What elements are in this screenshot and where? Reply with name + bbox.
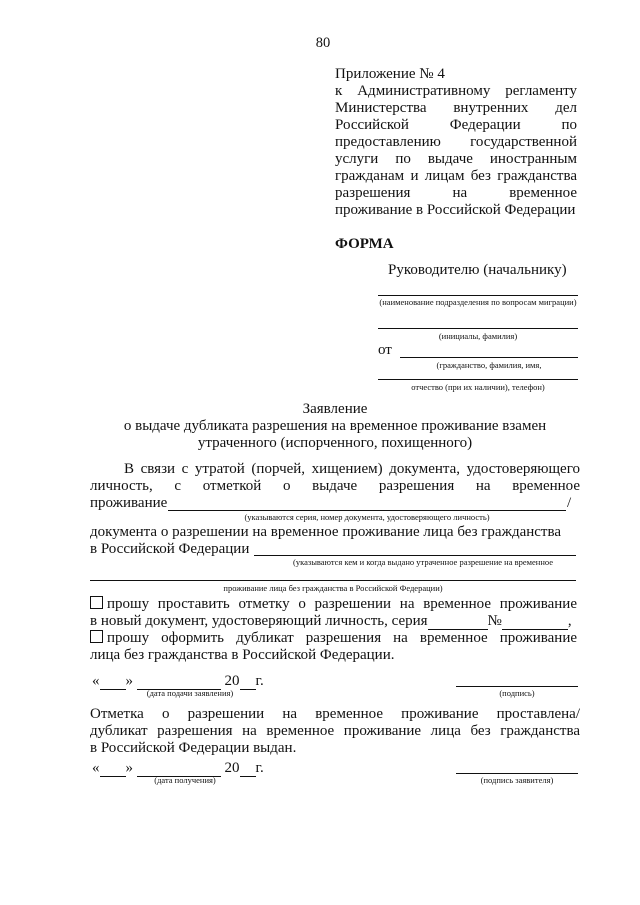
year-prefix: 20 bbox=[224, 760, 240, 776]
page-number: 80 bbox=[315, 35, 331, 51]
day-field[interactable] bbox=[100, 762, 126, 777]
appendix-line: гражданам и лицам без гражданства bbox=[335, 168, 577, 184]
appendix-line: к Административному регламенту bbox=[335, 83, 577, 99]
year-prefix: 20 bbox=[224, 673, 240, 689]
form-label: ФОРМА bbox=[335, 236, 394, 252]
year-suffix: г. bbox=[255, 760, 264, 776]
caption-from2: отчество (при их наличии), телефон) bbox=[411, 382, 545, 392]
option-1-line-2 bbox=[90, 613, 580, 630]
statement-title: Заявление bbox=[302, 401, 368, 417]
series-field[interactable] bbox=[428, 615, 488, 630]
comma: , bbox=[567, 613, 572, 629]
option-2-line-2: лица без гражданства в Российской Федерации. bbox=[90, 647, 395, 663]
quote-close: » bbox=[125, 673, 133, 689]
appendix-line: проживание в Российской Федерации bbox=[335, 202, 576, 218]
body-line-3: проживание bbox=[90, 495, 168, 511]
addressee-to: Руководителю (начальнику) bbox=[388, 262, 567, 278]
option-1 bbox=[90, 596, 580, 613]
quote-open: « bbox=[92, 673, 100, 689]
from-line-2 bbox=[378, 379, 578, 380]
checkbox-option-1[interactable] bbox=[90, 596, 103, 609]
note-line-1: Отметка о разрешении на временное проживание проставлена/ bbox=[90, 706, 580, 722]
note-line-3: в Российской Федерации выдан. bbox=[90, 740, 297, 756]
option-1-text: прошу проставить отметку о разрешении на временное проживание bbox=[107, 596, 577, 612]
caption-unit: (наименование подразделения по вопросам миграции) bbox=[379, 297, 577, 307]
note-line-2: дубликат разрешения на временное проживание лица без гражданства bbox=[90, 723, 580, 739]
option-2 bbox=[90, 630, 580, 647]
caption-issued-2: проживание лица без гражданства в Российской Федерации) bbox=[223, 583, 443, 593]
appendix-line: Российской Федерации по bbox=[335, 117, 577, 133]
checkbox-option-2[interactable] bbox=[90, 630, 103, 643]
statement-subtitle-2: утраченного (испорченного, похищенного) bbox=[197, 435, 473, 451]
caption-applicant-signature: (подпись заявителя) bbox=[480, 775, 554, 785]
day-field[interactable] bbox=[100, 675, 126, 690]
from-line bbox=[400, 357, 578, 358]
appendix-title: Приложение № 4 bbox=[335, 66, 445, 82]
quote-open: « bbox=[92, 760, 100, 776]
appendix-line: услуги по выдаче иностранным bbox=[335, 151, 577, 167]
caption-date-submitted: (дата подачи заявления) bbox=[146, 688, 234, 698]
caption-signature: (подпись) bbox=[499, 688, 535, 698]
appendix-line: Министерства внутренних дел bbox=[335, 100, 577, 116]
signature-line[interactable] bbox=[456, 686, 578, 687]
from-label: от bbox=[378, 342, 392, 358]
body-line-5: в Российской Федерации bbox=[90, 541, 250, 557]
slash: / bbox=[567, 495, 572, 511]
body-line-4: документа о разрешении на временное проживание лица без гражданства bbox=[90, 524, 562, 540]
statement-subtitle-1: о выдаче дубликата разрешения на временное проживание взамен bbox=[123, 418, 547, 434]
appendix-line: предоставлению государственной bbox=[335, 134, 577, 150]
body-line-1: В связи с утратой (порчей, хищением) документа, удостоверяющего bbox=[124, 461, 580, 477]
year-suffix: г. bbox=[255, 673, 264, 689]
caption-date-received: (дата получения) bbox=[154, 775, 216, 785]
caption-doc: (указываются серия, номер документа, удостоверяющего личность) bbox=[244, 512, 490, 522]
quote-close: » bbox=[125, 760, 133, 776]
number-sign: № bbox=[487, 613, 502, 629]
option-2-text: прошу оформить дубликат разрешения на временное проживание bbox=[107, 630, 577, 646]
appendix-block bbox=[335, 66, 577, 219]
option-1-text-2: в новый документ, удостоверяющий личность, серия bbox=[90, 613, 428, 629]
name-line bbox=[378, 328, 578, 329]
unit-line bbox=[378, 295, 578, 296]
caption-issued-1: (указываются кем и когда выдано утраченное разрешение на временное bbox=[292, 557, 554, 567]
year-field[interactable] bbox=[240, 675, 256, 690]
year-field[interactable] bbox=[240, 762, 256, 777]
caption-from1: (гражданство, фамилия, имя, bbox=[436, 360, 542, 370]
issued-line-2 bbox=[90, 580, 576, 581]
body-line-2: личность, с отметкой о выдаче разрешения на временное bbox=[90, 478, 580, 494]
appendix-line: разрешения на временное bbox=[335, 185, 577, 201]
number-field[interactable] bbox=[502, 615, 568, 630]
issued-line bbox=[254, 555, 576, 556]
applicant-signature-line[interactable] bbox=[456, 773, 578, 774]
doc-line bbox=[168, 510, 566, 511]
caption-name: (инициалы, фамилия) bbox=[438, 331, 518, 341]
